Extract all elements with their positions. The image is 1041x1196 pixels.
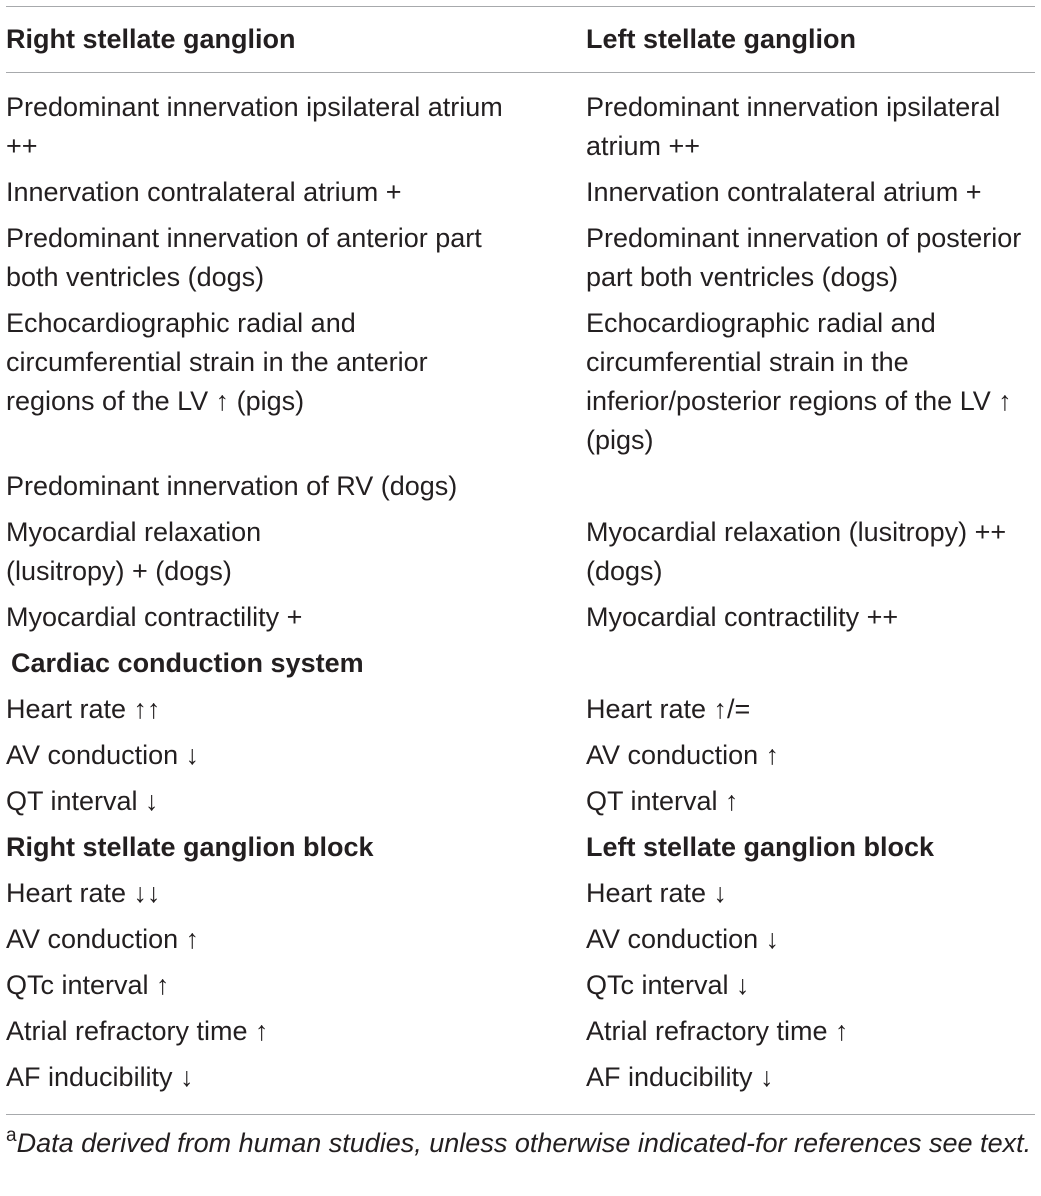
table-row (6, 506, 1035, 591)
cell-right: Predominant innervation of anterior part both ventricles (dogs) (6, 223, 482, 292)
cell-left: QT interval ↑ (586, 786, 739, 816)
table-body (6, 88, 1035, 1097)
table-row (6, 775, 1035, 821)
table-row (6, 867, 1035, 913)
cell-right: Heart rate ↓↓ (6, 878, 161, 908)
table-row (6, 1005, 1035, 1051)
cell-right: Myocardial relaxation (lusitropy) + (dogs) (6, 517, 262, 586)
table-row (6, 591, 1035, 637)
header-right-stellate: Right stellate ganglion (6, 24, 296, 54)
section-heading-row (6, 637, 1035, 683)
cell-left: AV conduction ↓ (586, 924, 780, 954)
table-row (6, 729, 1035, 775)
cell-right: Heart rate ↑↑ (6, 694, 161, 724)
table-row (6, 297, 1035, 460)
table-row (6, 683, 1035, 729)
table-row (6, 959, 1035, 1005)
cell-left: AV conduction ↑ (586, 740, 780, 770)
cell-right: AF inducibility ↓ (6, 1062, 194, 1092)
section-title-left-block: Left stellate ganglion block (586, 832, 935, 862)
cell-left (586, 460, 1035, 506)
cell-right: Predominant innervation of RV (dogs) (6, 471, 458, 501)
table-row (6, 166, 1035, 212)
cell-left: AF inducibility ↓ (586, 1062, 774, 1092)
footnote-text: Data derived from human studies, unless otherwise indicated-for references see text. (16, 1128, 1032, 1158)
cell-right: AV conduction ↑ (6, 924, 200, 954)
table-row (6, 1051, 1035, 1097)
cell-right: Myocardial contractility + (6, 602, 303, 632)
cell-right: AV conduction ↓ (6, 740, 200, 770)
section-title-right-block: Right stellate ganglion block (6, 832, 374, 862)
cell-left: Atrial refractory time ↑ (586, 1016, 849, 1046)
table-footnote (6, 1124, 1035, 1162)
cell-left: Predominant innervation ipsilateral atrium ++ (586, 92, 1001, 161)
cell-left: QTc interval ↓ (586, 970, 750, 1000)
table-bottom-rule (6, 1114, 1035, 1115)
table-header (6, 20, 1035, 59)
cell-left: Heart rate ↓ (586, 878, 728, 908)
section-heading-row (6, 821, 1035, 867)
cell-left: Innervation contralateral atrium + (586, 177, 982, 207)
table-top-rule (6, 6, 1035, 7)
section-title-conduction: Cardiac conduction system (11, 648, 364, 678)
cell-left: Predominant innervation of posterior part both ventricles (dogs) (586, 223, 1022, 292)
cell-right: Atrial refractory time ↑ (6, 1016, 269, 1046)
table-row (6, 212, 1035, 297)
cell-left: Myocardial relaxation (lusitropy) ++ (dogs) (586, 517, 1007, 586)
cell-right: QTc interval ↑ (6, 970, 170, 1000)
cell-left: Myocardial contractility ++ (586, 602, 899, 632)
cell-left: Heart rate ↑/= (586, 694, 751, 724)
cell-right: QT interval ↓ (6, 786, 159, 816)
cell-right: Predominant innervation ipsilateral atrium ++ (6, 92, 503, 161)
cell-right: Echocardiographic radial and circumferential strain in the anterior regions of the LV ↑ (pigs) (6, 308, 428, 416)
footnote-marker: a (6, 1125, 17, 1146)
table-header-rule (6, 72, 1035, 73)
table-row (6, 913, 1035, 959)
cell-right: Innervation contralateral atrium + (6, 177, 402, 207)
table-row (6, 88, 1035, 166)
header-left-stellate: Left stellate ganglion (586, 24, 857, 54)
cell-left: Echocardiographic radial and circumferential strain in the inferior/posterior regions of the LV ↑ (pigs) (586, 308, 1012, 455)
table-row (6, 460, 1035, 506)
